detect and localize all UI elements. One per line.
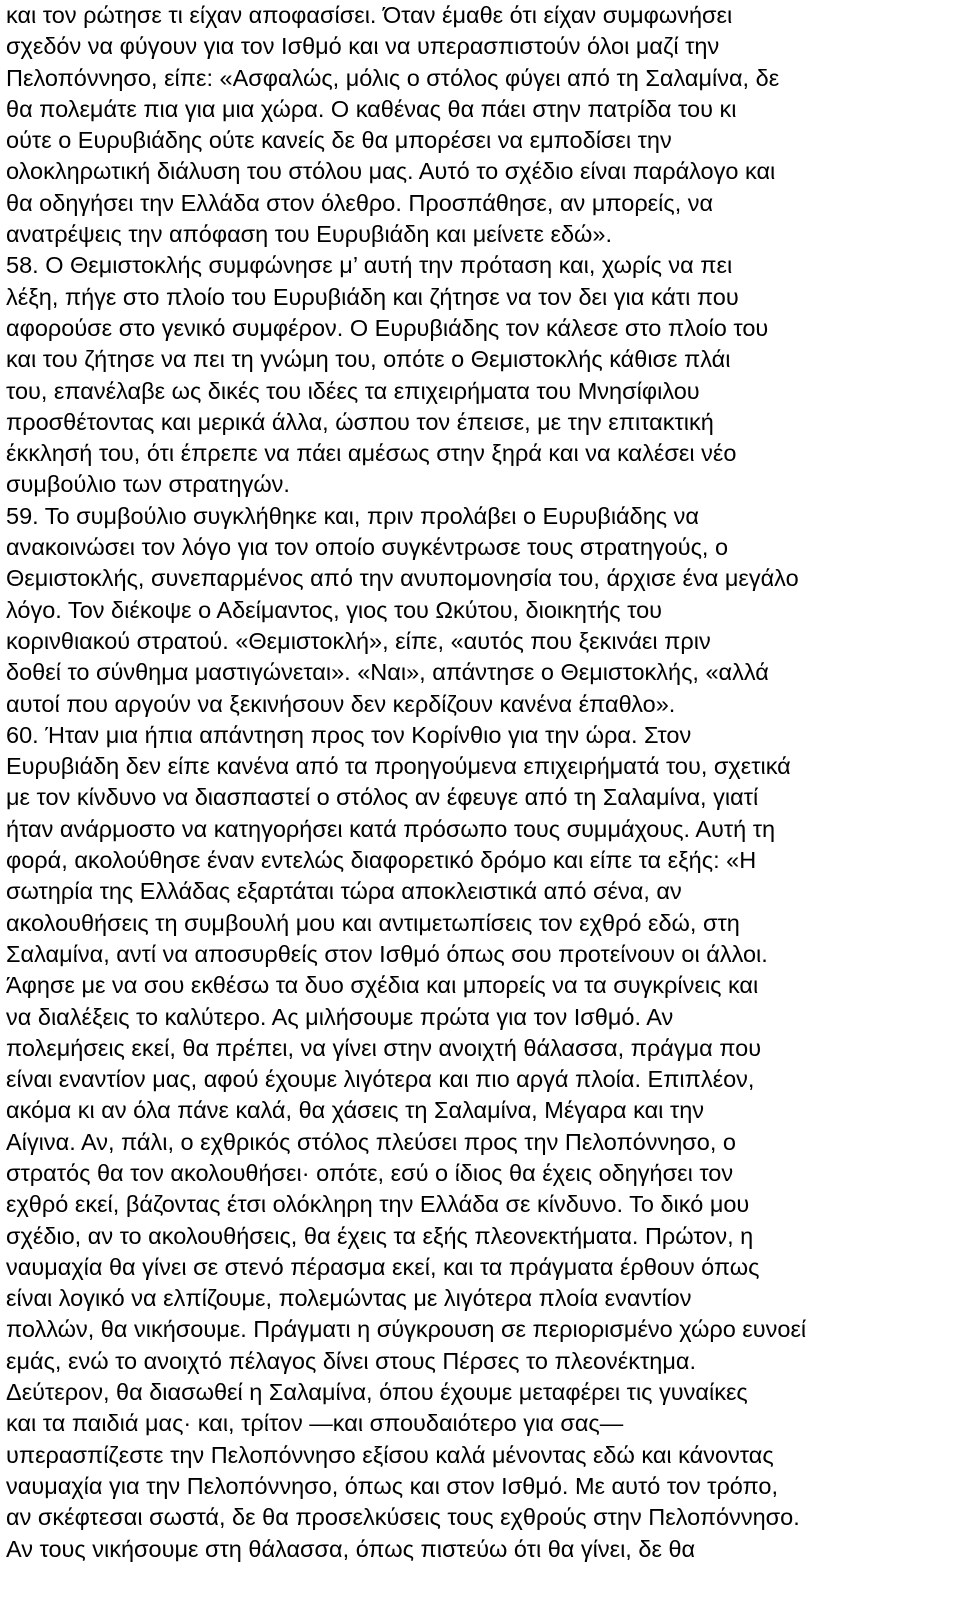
text-line: ναυμαχία για την Πελοπόννησο, όπως και στον Ισθμό. Με αυτό τον τρόπο, bbox=[6, 1472, 779, 1499]
text-line: ούτε ο Ευρυβιάδης ούτε κανείς δε θα μπορέσει να εμποδίσει την bbox=[6, 127, 672, 154]
text-line: πολεμήσεις εκεί, θα πρέπει, να γίνει στην ανοιχτή θάλασσα, πράγμα που bbox=[6, 1034, 762, 1061]
text-line: κορινθιακού στρατού. «Θεμιστοκλή», είπε, «αυτός που ξεκινάει πριν bbox=[6, 627, 711, 654]
text-line: εχθρό εκεί, βάζοντας έτσι ολόκληρη την Ελλάδα σε κίνδυνο. Το δικό μου bbox=[6, 1191, 750, 1218]
text-line: ακολουθήσεις τη συμβουλή μου και αντιμετωπίσεις τον εχθρό εδώ, στη bbox=[6, 909, 740, 936]
text-line: σχεδόν να φύγουν για τον Ισθμό και να υπερασπιστούν όλοι μαζί την bbox=[6, 33, 720, 60]
text-line: είναι λογικό να ελπίζουμε, πολεμώντας με λιγότερα πλοία εναντίον bbox=[6, 1285, 692, 1312]
text-line: φορά, ακολούθησε έναν εντελώς διαφορετικό δρόμο και είπε τα εξής: «Η bbox=[6, 847, 757, 874]
text-line: λέξη, πήγε στο πλοίο του Ευρυβιάδη και ζήτησε να τον δει για κάτι που bbox=[6, 283, 739, 310]
text-line: Άφησε με να σου εκθέσω τα δυο σχέδια και μπορείς να τα συγκρίνεις και bbox=[6, 972, 759, 999]
text-line: 58. Ο Θεμιστοκλής συμφώνησε μ’ αυτή την πρόταση και, χωρίς να πει bbox=[6, 252, 733, 279]
text-line: ήταν ανάρμοστο να κατηγορήσει κατά πρόσωπο τους συμμάχους. Αυτή τη bbox=[6, 815, 776, 842]
text-line: Θεμιστοκλής, συνεπαρμένος από την ανυπομονησία του, άρχισε ένα μεγάλο bbox=[6, 565, 799, 592]
text-line: έκκλησή του, ότι έπρεπε να πάει αμέσως στην ξηρά και να καλέσει νέο bbox=[6, 440, 737, 467]
text-line: εμάς, ενώ το ανοιχτό πέλαγος δίνει στους Πέρσες το πλεονέκτημα. bbox=[6, 1347, 697, 1374]
text-line: σωτηρία της Ελλάδας εξαρτάται τώρα αποκλειστικά από σένα, αν bbox=[6, 878, 682, 905]
text-line: του, επανέλαβε ως δικές του ιδέες τα επιχειρήματα του Μνησίφιλου bbox=[6, 377, 700, 404]
text-line: πολλών, θα νικήσουμε. Πράγματι η σύγκρουση σε περιορισμένο χώρο ευνοεί bbox=[6, 1316, 807, 1343]
text-line: αυτοί που αργούν να ξεκινήσουν δεν κερδίζουν κανένα έπαθλο». bbox=[6, 690, 676, 717]
text-line: Αίγινα. Αν, πάλι, ο εχθρικός στόλος πλεύσει προς την Πελοπόννησο, ο bbox=[6, 1128, 736, 1155]
text-line: σχέδιο, αν το ακολουθήσεις, θα έχεις τα εξής πλεονεκτήματα. Πρώτον, η bbox=[6, 1222, 754, 1249]
text-line: 59. Το συμβούλιο συγκλήθηκε και, πριν προλάβει ο Ευρυβιάδης να bbox=[6, 502, 699, 529]
text-line: και τα παιδιά μας· και, τρίτον —και σπουδαιότερο για σας— bbox=[6, 1410, 624, 1437]
body-text bbox=[6, 0, 954, 1565]
text-line: Πελοπόννησο, είπε: «Ασφαλώς, μόλις ο στόλος φύγει από τη Σαλαμίνα, δε bbox=[6, 64, 780, 91]
text-line: με τον κίνδυνο να διασπαστεί ο στόλος αν έφευγε από τη Σαλαμίνα, γιατί bbox=[6, 784, 759, 811]
text-line: προσθέτοντας και μερικά άλλα, ώσπου τον έπεισε, με την επιτακτική bbox=[6, 408, 714, 435]
text-line: δοθεί το σύνθημα μαστιγώνεται». «Ναι», απάντησε ο Θεμιστοκλής, «αλλά bbox=[6, 659, 769, 686]
text-line: ναυμαχία θα γίνει σε στενό πέρασμα εκεί, και τα πράγματα έρθουν όπως bbox=[6, 1253, 760, 1280]
text-line: Ευρυβιάδη δεν είπε κανένα από τα προηγούμενα επιχειρήματά του, σχετικά bbox=[6, 753, 791, 780]
text-line: και τον ρώτησε τι είχαν αποφασίσει. Όταν έμαθε ότι είχαν συμφωνήσει bbox=[6, 2, 733, 28]
text-line: και του ζήτησε να πει τη γνώμη του, οπότε ο Θεμιστοκλής κάθισε πλάι bbox=[6, 346, 731, 373]
text-line: θα πολεμάτε πια για μια χώρα. Ο καθένας θα πάει στην πατρίδα του κι bbox=[6, 95, 737, 122]
text-line: να διαλέξεις το καλύτερο. Ας μιλήσουμε πρώτα για τον Ισθμό. Αν bbox=[6, 1003, 674, 1030]
text-line: υπερασπίζεστε την Πελοπόννησο εξίσου καλά μένοντας εδώ και κάνοντας bbox=[6, 1441, 774, 1468]
text-line: Δεύτερον, θα διασωθεί η Σαλαμίνα, όπου έχουμε μεταφέρει τις γυναίκες bbox=[6, 1379, 748, 1406]
text-line: Αν τους νικήσουμε στη θάλασσα, όπως πιστεύω ότι θα γίνει, δε θα bbox=[6, 1535, 696, 1562]
text-line: αφορούσε στο γενικό συμφέρον. Ο Ευρυβιάδης τον κάλεσε στο πλοίο του bbox=[6, 314, 769, 341]
text-line: ανατρέψεις την απόφαση του Ευρυβιάδη και μείνετε εδώ». bbox=[6, 221, 612, 248]
text-line: ολοκληρωτική διάλυση του στόλου μας. Αυτό το σχέδιο είναι παράλογο και bbox=[6, 158, 776, 185]
text-line: είναι εναντίον μας, αφού έχουμε λιγότερα και πιο αργά πλοία. Επιπλέον, bbox=[6, 1066, 755, 1093]
text-line: συμβούλιο των στρατηγών. bbox=[6, 471, 290, 498]
text-line: θα οδηγήσει την Ελλάδα στον όλεθρο. Προσπάθησε, αν μπορείς, να bbox=[6, 189, 714, 216]
text-line: αν σκέφτεσαι σωστά, δε θα προσελκύσεις τους εχθρούς στην Πελοπόννησο. bbox=[6, 1504, 800, 1531]
text-line: ανακοινώσει τον λόγο για τον οποίο συγκέντρωσε τους στρατηγούς, ο bbox=[6, 534, 729, 561]
text-line: 60. Ήταν μια ήπια απάντηση προς τον Κορίνθιο για την ώρα. Στον bbox=[6, 721, 692, 748]
text-line: Σαλαμίνα, αντί να αποσυρθείς στον Ισθμό όπως σου προτείνουν οι άλλοι. bbox=[6, 940, 768, 967]
text-line: στρατός θα τον ακολουθήσει· οπότε, εσύ ο ίδιος θα έχεις οδηγήσει τον bbox=[6, 1159, 734, 1186]
text-line: ακόμα κι αν όλα πάνε καλά, θα χάσεις τη Σαλαμίνα, Μέγαρα και την bbox=[6, 1097, 705, 1124]
text-line: λόγο. Τον διέκοψε ο Αδείμαντος, γιος του Ωκύτου, διοικητής του bbox=[6, 596, 663, 623]
